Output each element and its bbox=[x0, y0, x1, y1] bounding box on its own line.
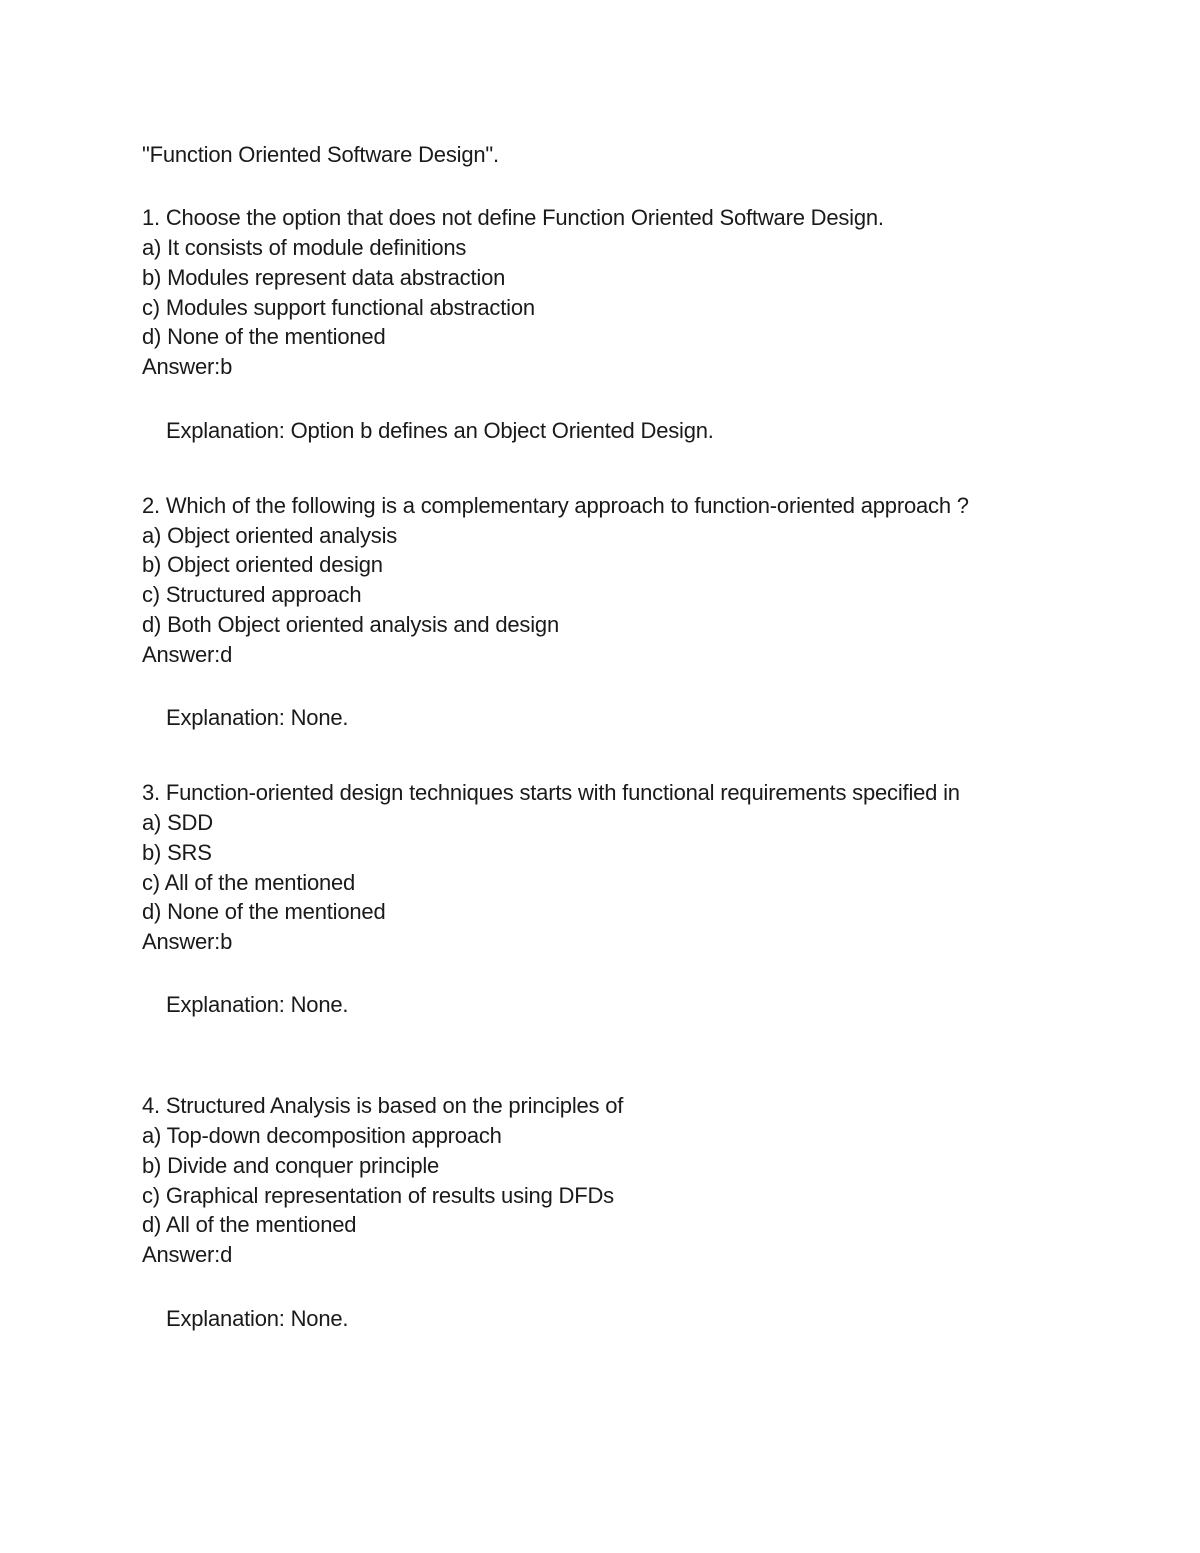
question-2-option-a: a) Object oriented analysis bbox=[142, 523, 398, 548]
question-2-answer: Answer:d bbox=[142, 642, 233, 667]
question-3-option-a: a) SDD bbox=[142, 810, 213, 835]
question-3-answer: Answer:b bbox=[142, 929, 233, 954]
question-4-text: 4. Structured Analysis is based on the principles of bbox=[142, 1093, 624, 1118]
question-2-option-d: d) Both Object oriented analysis and design bbox=[142, 612, 559, 637]
question-1-option-b: b) Modules represent data abstraction bbox=[142, 265, 506, 290]
question-2-text: 2. Which of the following is a complementary approach to function-oriented approach ? bbox=[142, 493, 969, 518]
document-title: "Function Oriented Software Design". bbox=[142, 142, 499, 167]
question-4-option-c: c) Graphical representation of results using DFDs bbox=[142, 1183, 614, 1208]
question-4-option-b: b) Divide and conquer principle bbox=[142, 1153, 440, 1178]
question-4-answer: Answer:d bbox=[142, 1242, 233, 1267]
question-4-option-a: a) Top-down decomposition approach bbox=[142, 1123, 502, 1148]
question-3-option-d: d) None of the mentioned bbox=[142, 899, 386, 924]
question-3-explanation: Explanation: None. bbox=[166, 992, 349, 1017]
question-3-option-b: b) SRS bbox=[142, 840, 212, 865]
question-2-option-b: b) Object oriented design bbox=[142, 552, 383, 577]
question-3-option-c: c) All of the mentioned bbox=[142, 870, 356, 895]
question-4-option-d: d) All of the mentioned bbox=[142, 1212, 357, 1237]
question-1-option-a: a) It consists of module definitions bbox=[142, 235, 467, 260]
question-2-explanation: Explanation: None. bbox=[166, 705, 349, 730]
question-1-answer: Answer:b bbox=[142, 354, 233, 379]
question-1-text: 1. Choose the option that does not define Function Oriented Software Design. bbox=[142, 205, 884, 230]
question-1-explanation: Explanation: Option b defines an Object Oriented Design. bbox=[166, 418, 714, 443]
question-2-option-c: c) Structured approach bbox=[142, 582, 362, 607]
question-4-explanation: Explanation: None. bbox=[166, 1306, 349, 1331]
question-1-option-d: d) None of the mentioned bbox=[142, 324, 386, 349]
question-3-text: 3. Function-oriented design techniques starts with functional requirements specified in bbox=[142, 780, 960, 805]
question-1-option-c: c) Modules support functional abstraction bbox=[142, 295, 535, 320]
